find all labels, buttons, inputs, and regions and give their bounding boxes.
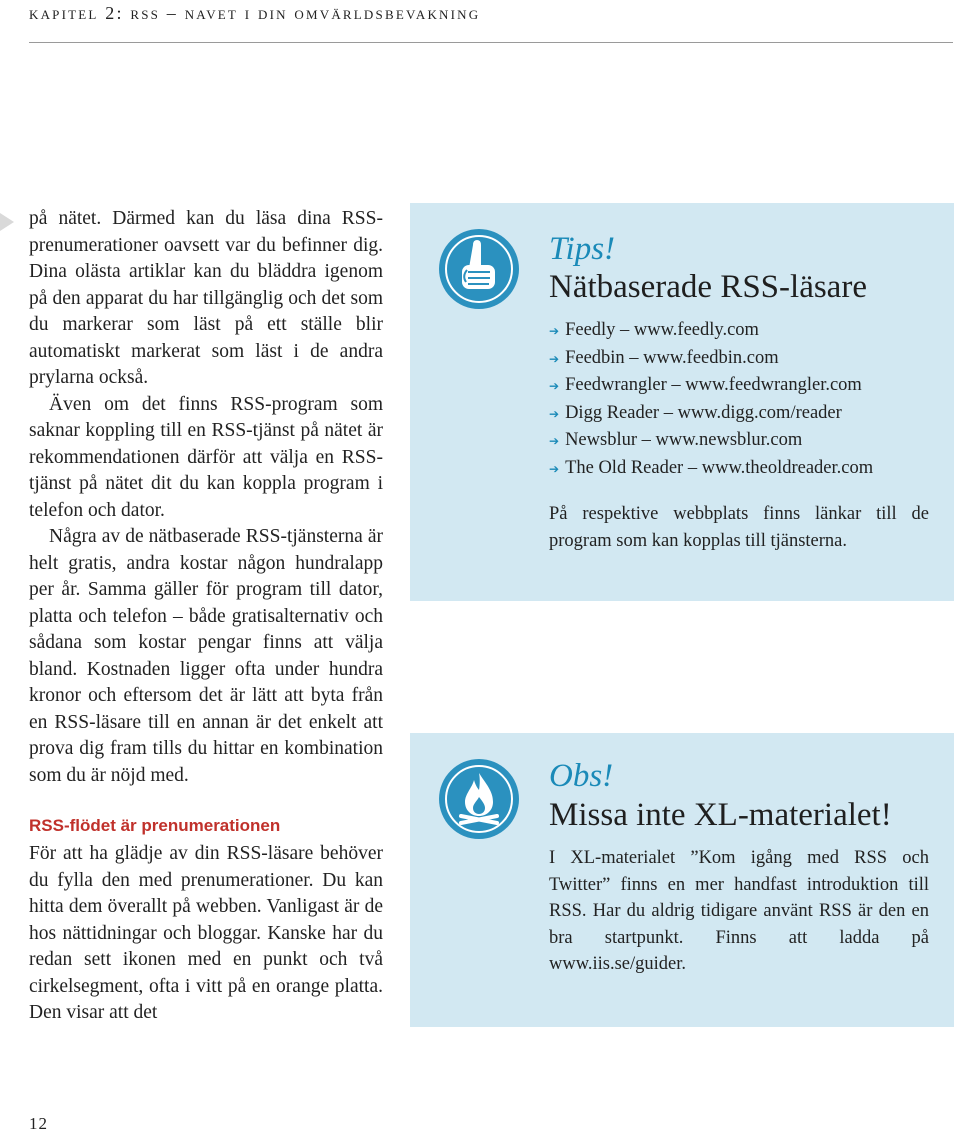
list-item: ➔ Newsblur – www.newsblur.com	[549, 430, 803, 450]
arrow-right-icon: ➔	[549, 379, 560, 393]
page-number: 12	[29, 1114, 48, 1133]
list-item: ➔ Feedbin – www.feedbin.com	[549, 347, 779, 368]
obs-kicker: Obs!	[549, 758, 614, 794]
arrow-right-icon: ➔	[549, 351, 560, 366]
list-item: ➔ Feedwrangler – www.feedwrangler.com	[549, 375, 862, 395]
body-paragraph-3: Några av de nätbaserade RSS-tjänsterna är helt gratis, andra kostar någon hundralapp per år. Samma gäller för program till dator, platta och telefon – både gratisalternativ och sådana som kostar pengar finns att välja bland. Kostnaden ligger ofta under hundra kronor och eftersom det är lätt att byta från en RSS-läsare till en annan är det enkelt att prova dig fram tills du hittar en kombination som du är nöjd med.	[29, 526, 383, 786]
link[interactable]: www.digg.com/reader	[677, 402, 842, 423]
main-column	[29, 206, 383, 1027]
obs-box	[410, 733, 954, 1027]
list-item: ➔ Digg Reader – www.digg.com/reader	[549, 402, 842, 423]
arrow-right-icon: ➔	[549, 324, 560, 338]
arrow-right-icon: ➔	[549, 434, 560, 448]
flame-warning-icon	[439, 759, 519, 839]
link[interactable]: www.feedbin.com	[643, 347, 779, 368]
body-paragraph-1: på nätet. Därmed kan du läsa dina RSS-prenumerationer oavsett var du befinner dig. Dina olästa artiklar kan du bläddra igenom på den apparat du har tillgänglig och det som du markerar som läst på ett ställe blir automatiskt markerat som läst i de andra prylarna också.	[29, 208, 383, 388]
section-subheading: RSS-flödet är prenumerationen	[29, 816, 281, 835]
rss-reader-list	[549, 317, 873, 482]
body-paragraph-4: För att ha glädje av din RSS-läsare behöver du fylla den med prenumerationer. Du kan hitta dem överallt på webben. Vanligast är de hos nättidningar och bloggar. Kanske har du redan sett ikonen med en punkt och två cirkelsegment, ofta i vitt på en orange platta. Den visar att det	[29, 843, 383, 1023]
tips-note: På respektive webbplats finns länkar till de program som kan kopplas till tjänsterna.	[549, 504, 929, 551]
tips-box	[410, 203, 954, 601]
list-item: ➔ The Old Reader – www.theoldreader.com	[549, 457, 874, 478]
obs-text: I XL-materialet ”Kom igång med RSS och Twitter” finns en mer handfast introduktion till RSS. Har du aldrig tidigare använt RSS är den en bra startpunkt. Finns att ladda på www.iis.se/guider.	[549, 848, 929, 974]
arrow-right-icon: ➔	[549, 406, 560, 421]
header-divider	[29, 42, 953, 43]
continuation-arrow-icon	[0, 213, 14, 231]
body-paragraph-2: Även om det finns RSS-program som saknar koppling till en RSS-tjänst på nätet är rekommendationen därför att välja en RSS-tjänst på nätet dit du kan koppla program i telefon och dator.	[29, 393, 383, 521]
link[interactable]: www.feedwrangler.com	[685, 375, 862, 395]
link[interactable]: www.feedly.com	[633, 320, 759, 340]
tips-title: Nätbaserade RSS-läsare	[549, 269, 867, 305]
obs-title: Missa inte XL-materialet!	[549, 797, 892, 833]
link[interactable]: www.newsblur.com	[655, 430, 803, 450]
link[interactable]: www.theoldreader.com	[701, 457, 874, 478]
tips-kicker: Tips!	[549, 231, 616, 267]
pointing-hand-icon	[439, 229, 519, 309]
running-header: kapitel 2: rss – navet i din omvärldsbevakning	[29, 3, 481, 23]
list-item: ➔ Feedly – www.feedly.com	[549, 320, 759, 340]
arrow-right-icon: ➔	[549, 461, 560, 476]
